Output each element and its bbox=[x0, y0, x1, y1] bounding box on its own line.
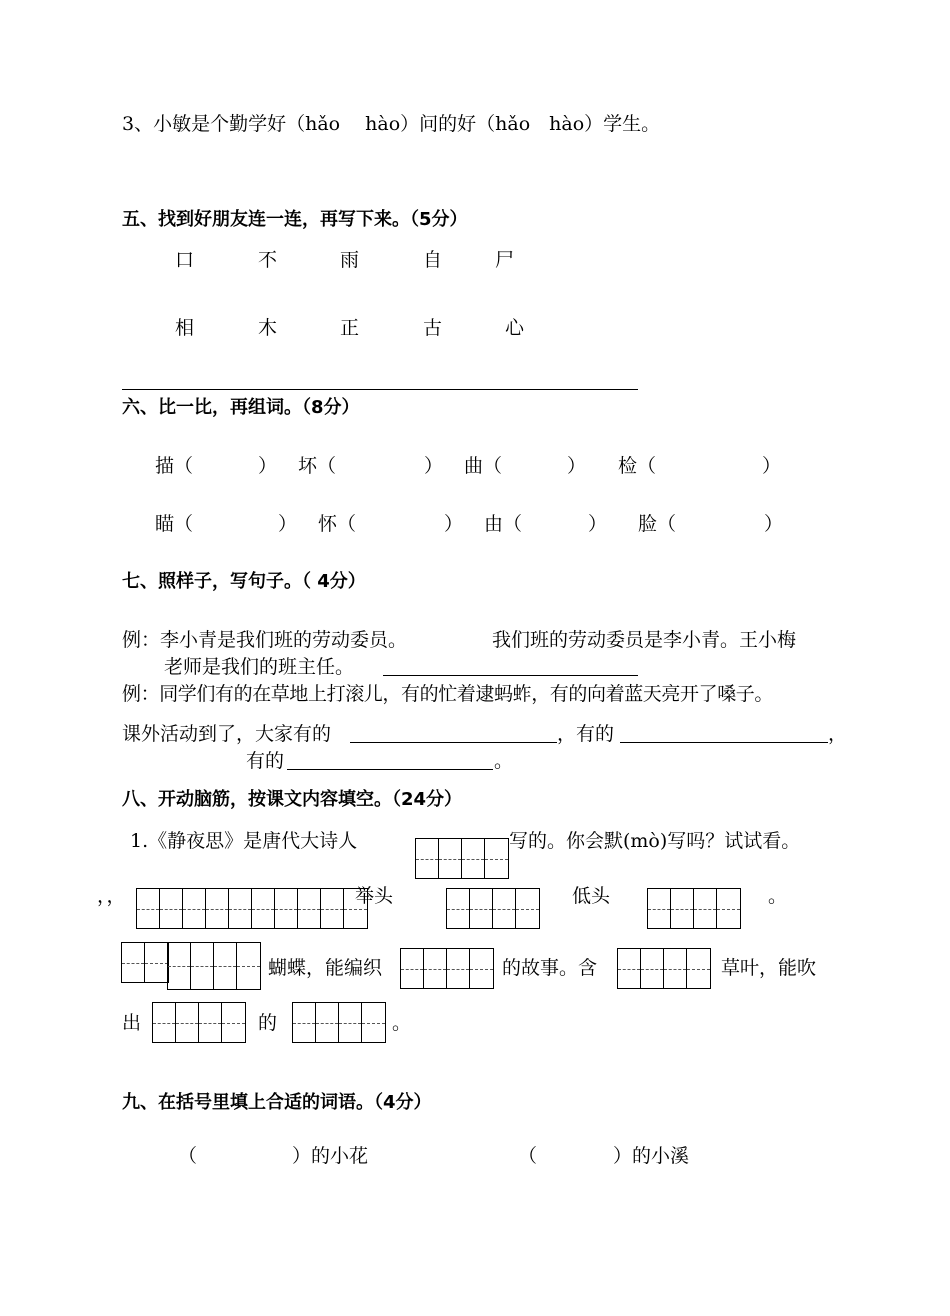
q6-paren: ） bbox=[764, 513, 784, 535]
q8-grid[interactable] bbox=[617, 948, 711, 989]
q8-line2-a: ，， bbox=[97, 885, 126, 907]
q8-line4-c: 。 bbox=[392, 1012, 412, 1034]
q5-top-char: 雨 bbox=[340, 249, 360, 271]
q7-example1-b: 我们班的劳动委员是李小青。王小梅 bbox=[492, 629, 797, 651]
q5-top-char: 口 bbox=[175, 249, 195, 271]
q8-line2-d: 。 bbox=[768, 885, 788, 907]
q5-top-char: 自 bbox=[423, 249, 443, 271]
q6-word: 瞄（ bbox=[155, 513, 194, 535]
q7-blank[interactable] bbox=[350, 742, 557, 743]
q9-title: 九、在括号里填上合适的词语。（4分） bbox=[122, 1092, 432, 1113]
q6-paren: ） bbox=[762, 455, 782, 477]
q6-paren: ） bbox=[258, 455, 278, 477]
q5-bottom-char: 古 bbox=[423, 317, 443, 339]
q7-example1-a: 例：李小青是我们班的劳动委员。 bbox=[122, 629, 408, 651]
q6-paren: ） bbox=[278, 513, 298, 535]
q8-grid[interactable] bbox=[167, 942, 261, 990]
q5-bottom-char: 木 bbox=[258, 317, 278, 339]
q9-item: （ ）的小溪 bbox=[518, 1145, 690, 1167]
q5-top-char: 不 bbox=[258, 249, 278, 271]
q5-top-char: 尸 bbox=[495, 249, 515, 271]
q7-blank[interactable] bbox=[620, 742, 828, 743]
q7-line3-a: 课外活动到了，大家有的 bbox=[122, 723, 332, 745]
q8-grid[interactable] bbox=[400, 948, 494, 989]
q9-item: （ ）的小花 bbox=[178, 1145, 369, 1167]
q5-bottom-char: 正 bbox=[340, 317, 360, 339]
q6-word: 由（ bbox=[484, 513, 523, 535]
q7-line3-b: ，有的 bbox=[557, 723, 615, 745]
q8-item1-a: 1.《静夜思》是唐代大诗人 bbox=[130, 830, 358, 852]
q8-line2-c: 低头 bbox=[572, 885, 611, 907]
q6-paren: ） bbox=[588, 513, 608, 535]
q8-grid-poem[interactable] bbox=[446, 888, 540, 929]
q7-line3-c: ， bbox=[828, 723, 848, 745]
q6-paren: ） bbox=[444, 513, 464, 535]
q4-item3: 3、小敏是个勤学好（hǎo hào）问的好（hǎo hào）学生。 bbox=[122, 113, 661, 135]
q8-grid-poem[interactable] bbox=[647, 888, 741, 929]
q8-line3-b: 的故事。含 bbox=[502, 957, 598, 979]
q8-line4-b: 的 bbox=[258, 1012, 278, 1034]
q8-line3-a: 蝴蝶，能编织 bbox=[268, 957, 383, 979]
q7-blank[interactable] bbox=[287, 769, 493, 770]
q5-title: 五、找到好朋友连一连，再写下来。（5分） bbox=[122, 209, 468, 230]
q6-word: 脸（ bbox=[638, 513, 677, 535]
q8-title: 八、开动脑筋，按课文内容填空。（24分） bbox=[122, 789, 463, 810]
q7-line4-a: 有的 bbox=[246, 750, 285, 772]
q6-word: 坏（ bbox=[298, 455, 337, 477]
q8-line4-a: 出 bbox=[122, 1012, 142, 1034]
q8-line3-c: 草叶，能吹 bbox=[721, 957, 817, 979]
q8-item1-b: 写的。你会默(mò)写吗？试试看。 bbox=[509, 830, 801, 852]
q6-paren: ） bbox=[567, 455, 587, 477]
q5-answer-line[interactable] bbox=[122, 389, 638, 390]
q5-bottom-char: 心 bbox=[505, 317, 525, 339]
q8-grid[interactable] bbox=[152, 1002, 246, 1043]
q7-title: 七、照样子，写句子。（ 4分） bbox=[122, 571, 366, 592]
q7-answer-line[interactable] bbox=[383, 675, 638, 676]
q7-example1-c: 老师是我们的班主任。 bbox=[164, 656, 355, 678]
q8-grid[interactable] bbox=[292, 1002, 386, 1043]
q6-title: 六、比一比，再组词。（8分） bbox=[122, 397, 360, 418]
q6-word: 怀（ bbox=[318, 513, 357, 535]
q8-line2-b: 举头 bbox=[355, 885, 394, 907]
q8-grid[interactable] bbox=[121, 942, 169, 983]
q6-word: 描（ bbox=[155, 455, 194, 477]
q8-grid-poem[interactable] bbox=[136, 888, 368, 929]
q5-bottom-char: 相 bbox=[175, 317, 195, 339]
q6-paren: ） bbox=[424, 455, 444, 477]
q7-example2: 例：同学们有的在草地上打滚儿，有的忙着逮蚂蚱，有的向着蓝天亮开了嗓子。 bbox=[122, 683, 774, 705]
q8-grid-poet[interactable] bbox=[415, 838, 509, 879]
q6-word: 检（ bbox=[618, 455, 657, 477]
q7-line4-b: 。 bbox=[494, 750, 514, 772]
q6-word: 曲（ bbox=[464, 455, 503, 477]
